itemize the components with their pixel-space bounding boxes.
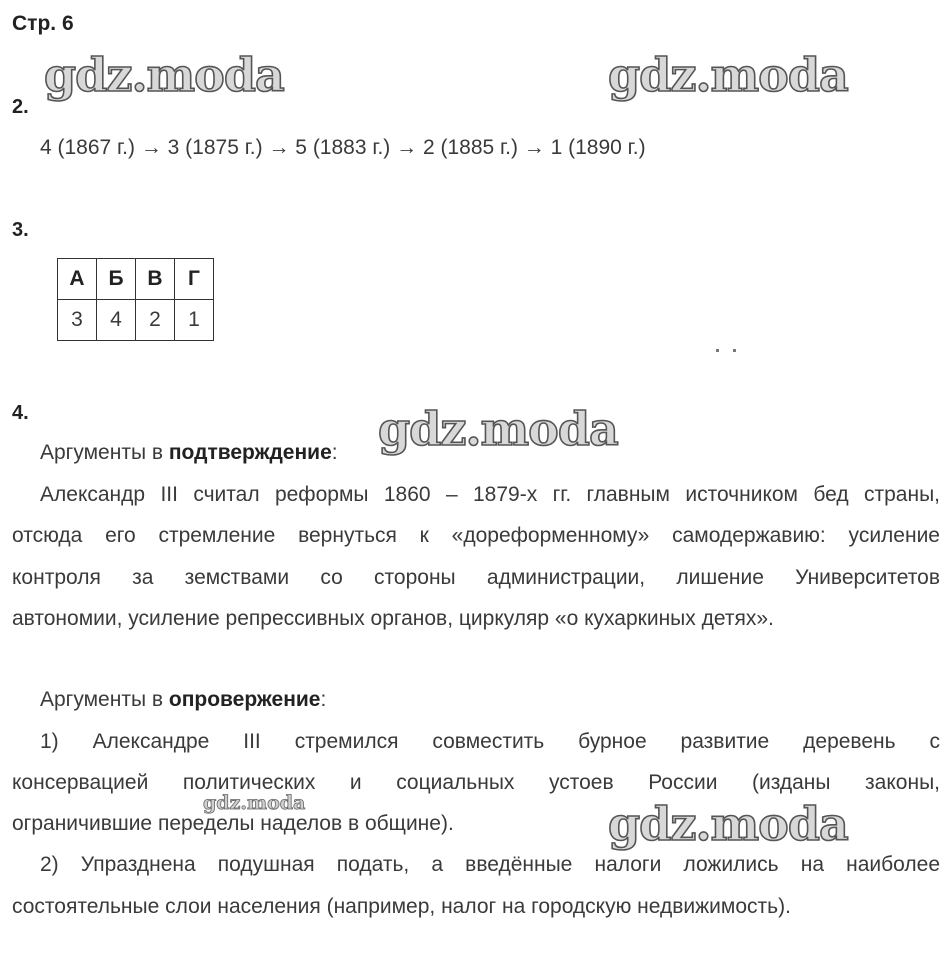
- table-cell: 4: [97, 300, 136, 341]
- answer-table: [57, 258, 214, 341]
- confirm-heading-bold: подтверждение: [168, 441, 332, 464]
- table-header-cell: Б: [97, 259, 136, 300]
- refute-line: ограничившие переделы наделов в общине).: [12, 812, 454, 835]
- table-cell: 3: [58, 300, 97, 341]
- refute-heading-prefix: Аргументы в: [40, 688, 169, 711]
- task-2-answer: 4 (1867 г.) → 3 (1875 г.) → 5 (1883 г.) → 2 (1885 г.) → 1 (1890 г.): [40, 136, 646, 159]
- confirm-heading-suffix: :: [331, 441, 338, 464]
- task-3-number: 3.: [12, 219, 29, 241]
- page-number: Стр. 6: [12, 12, 74, 35]
- watermark: gdz.moda: [378, 402, 618, 456]
- table-cell: 2: [136, 300, 175, 341]
- watermark: gdz.moda: [608, 48, 848, 102]
- confirm-heading: [40, 441, 338, 465]
- task-4-number: 4.: [12, 402, 29, 424]
- speck: [733, 349, 736, 352]
- table-header-row: [58, 259, 214, 300]
- task-2-number: 2.: [12, 96, 29, 118]
- refute-line: консервацией политических и социальных устоев России (изданы законы,: [12, 771, 940, 794]
- confirm-line: Александр III считал реформы 1860 – 1879-х гг. главным источником бед страны,: [40, 483, 940, 506]
- confirm-line: контроля за земствами со стороны администрации, лишение Университетов: [12, 566, 940, 589]
- table-cell: 1: [175, 300, 214, 341]
- refute-line: 1) Александре III стремился совместить бурное развитие деревень с: [40, 730, 940, 753]
- confirm-line: отсюда его стремление вернуться к «дореформенному» самодержавию: усиление: [12, 524, 940, 547]
- confirm-heading-prefix: Аргументы в: [40, 441, 169, 464]
- table-row: [58, 300, 214, 341]
- refute-heading-bold: опровержение: [168, 688, 321, 711]
- confirm-line: автономии, усиление репрессивных органов, циркуляр «о кухаркиных детях».: [12, 607, 774, 630]
- speck: [716, 349, 719, 352]
- table-header-cell: Г: [175, 259, 214, 300]
- refute-heading: [40, 688, 326, 712]
- refute-line: 2) Упразднена подушная подать, а введённые налоги ложились на наиболее: [40, 853, 940, 876]
- watermark: gdz.moda: [44, 48, 284, 102]
- refute-line: состоятельные слои населения (например, налог на городскую недвижимость).: [12, 895, 791, 918]
- watermark: gdz.moda: [203, 792, 306, 814]
- watermark: gdz.moda: [608, 797, 848, 851]
- table-header-cell: В: [136, 259, 175, 300]
- refute-heading-suffix: :: [320, 688, 327, 711]
- table-header-cell: А: [58, 259, 97, 300]
